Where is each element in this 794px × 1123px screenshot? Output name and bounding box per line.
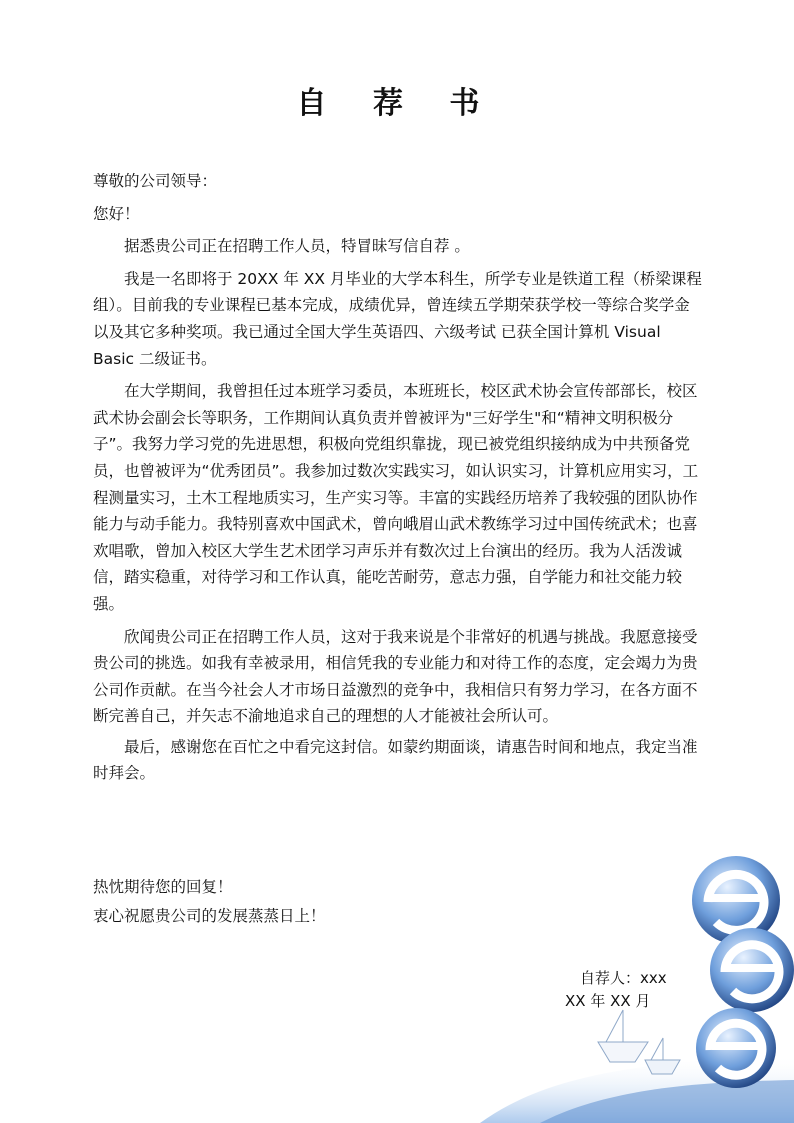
closing-line-1: 热忱期待您的回复！ — [93, 878, 233, 896]
paragraph-experience: 在大学期间，我曾担任过本班学习委员，本班班长，校区武术协会宣传部部长，校区武术协会副会长等职务，工作期间认真负责并曾被评为"三好学生"和“精神文明积极分子”。我努力学习党的先进思想，积极向党组织靠拢，现已被党组织接纳成为中共预备党员，也曾被评为“优秀团员”。我参加过数次实践实习，如认识实习，计算机应用实习，工程测量实习，土木工程地质实习，生产实习等。丰富的实践经历培养了我较强的团队协作能力与动手能力。我特别喜欢中国武术，曾向峨眉山武术教练学习过中国传统武术；也喜欢唱歌，曾加入校区大学生艺术团学习声乐并有数次过上台演出的经历。我为人活泼诚信，踏实稳重，对待学习和工作认真，能吃苦耐劳，意志力强，自学能力和社交能力较强。 — [93, 382, 699, 613]
greeting: 您好！ — [93, 204, 140, 223]
document-title: 自 荐 书 — [296, 86, 498, 121]
closing-line-2: 衷心祝愿贵公司的发展蒸蒸日上！ — [93, 907, 326, 925]
paragraph-thanks: 最后，感谢您在百忙之中看完这封信。如蒙约期面谈，请惠告时间和地点，我定当准时拜会。 — [93, 737, 698, 783]
decoration-e-letters-icon — [480, 830, 794, 1123]
paragraph-motivation: 欣闻贵公司正在招聘工作人员，这对于我来说是个非常好的机遇与挑战。我愿意接受贵公司的挑选。如我有幸被录用，相信凭我的专业能力和对待工作的态度，定会竭力为贵公司作贡献。在当今社会人才市场日益激烈的竞争中，我相信只有努力学习，在各方面不断完善自己，并矢志不渝地追求自己的理想的人才能被社会所认可。 — [93, 627, 698, 726]
signature-date: XX 年 XX 月 — [565, 992, 651, 1010]
letter-body — [93, 168, 705, 787]
paragraph-intro: 据悉贵公司正在招聘工作人员，特冒昧写信自荐 。 — [124, 237, 470, 256]
salutation: 尊敬的公司领导： — [93, 172, 218, 190]
signer: 自荐人：xxx — [580, 969, 667, 987]
closing-block — [93, 873, 326, 931]
paragraph-education: 我是一名即将于 20XX 年 XX 月毕业的大学本科生，所学专业是铁道工程（桥梁课程组）。目前我的专业课程已基本完成，成绩优异，曾连续五学期荣获学校一等综合奖学金以及其它多种奖项。我已通过全国大学生英语四、六级考试 已获全国计算机 Visual Basic 二级证书。 — [93, 269, 702, 368]
